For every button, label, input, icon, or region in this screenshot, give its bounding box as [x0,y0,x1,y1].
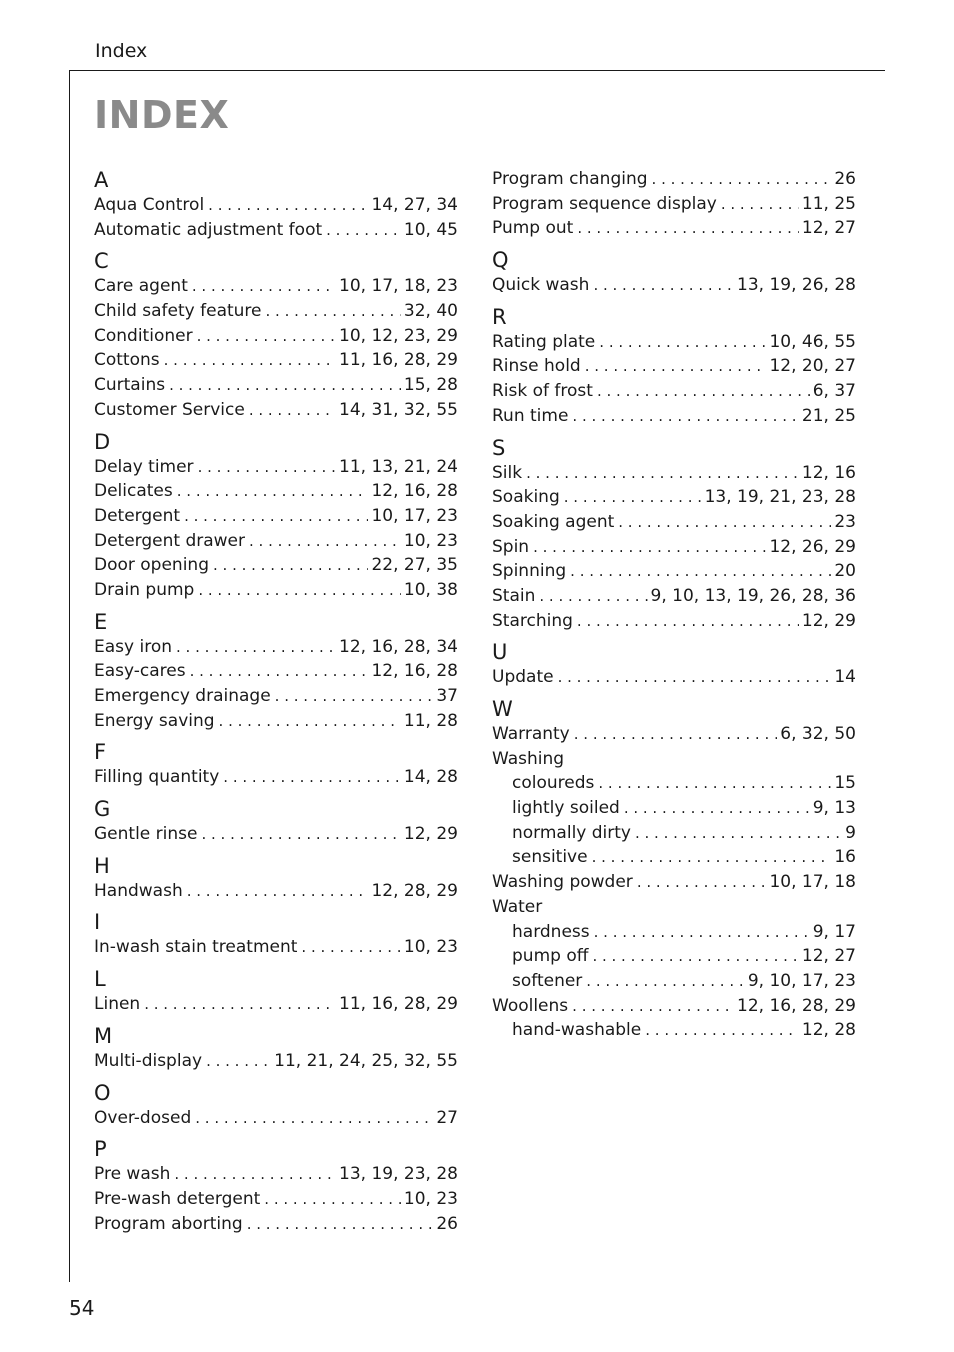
page-title: INDEX [94,93,230,137]
index-page-refs: 12, 28, 29 [371,880,458,901]
index-page-refs: 9 [845,822,856,843]
index-entry [492,273,856,298]
dot-leader [219,709,401,734]
index-term: Gentle rinse [94,824,198,845]
index-term: Detergent drawer [94,530,246,551]
index-page-refs: 11, 16, 28, 29 [339,350,458,371]
index-page-refs: 9, 10, 17, 23 [747,970,856,991]
index-subentry [492,821,856,846]
dot-leader [208,193,368,218]
dot-leader [597,379,810,404]
index-letter-heading: W [492,697,513,721]
index-term: Easy iron [94,636,172,657]
index-term: Warranty [492,724,570,744]
index-page-refs: 14, 27, 34 [371,195,458,215]
index-entry [492,354,856,379]
index-page-refs: 12, 28 [801,1020,856,1041]
index-term: Delay timer [94,456,194,477]
index-page-refs: 10, 12, 23, 29 [339,325,458,346]
index-entry [492,404,856,429]
index-subentry [492,944,856,969]
index-term: Care agent [94,276,188,297]
index-entry [94,529,458,554]
index-letter-heading: R [492,304,507,329]
dot-leader [652,167,832,192]
index-term: softener [512,970,583,991]
index-entry [94,274,458,299]
index-page-refs: 10, 23 [403,937,458,958]
dot-leader [598,771,831,796]
index-entry [492,584,856,609]
index-entry [492,895,856,920]
index-entry [492,559,856,584]
index-page-refs: 32, 40 [403,301,458,322]
index-page-refs: 27 [436,1107,458,1128]
index-letter-heading: U [492,640,508,665]
index-term: coloureds [512,773,595,794]
dot-leader [577,609,799,634]
dot-leader [197,324,336,349]
index-page-refs: 12, 16, 28, 34 [339,636,458,657]
dot-leader [164,348,336,373]
index-entry [94,1212,458,1237]
index-letter-heading: A [94,168,109,192]
index-page-refs: 11, 28 [403,710,458,731]
index-term: Water [492,896,543,917]
dot-leader [301,935,401,960]
dot-leader [570,559,831,584]
index-term: Washing powder [492,872,633,893]
index-page-refs: 21, 25 [801,405,856,426]
index-page-refs: 22, 27, 35 [371,555,458,576]
index-page-refs: 12, 16 [801,462,856,483]
index-letter-heading: G [94,797,111,822]
index-subentry [492,771,856,796]
index-term: Energy saving [94,710,215,731]
running-head: Index [95,40,148,62]
dot-leader [539,584,647,609]
index-page-refs: 15 [834,773,856,794]
index-term: Soaking [492,487,560,508]
index-page-refs: 26 [834,169,856,189]
index-page-refs: 9, 13 [812,798,856,819]
index-term: Pump out [492,218,574,239]
index-letter-heading: D [94,429,111,454]
index-entry [94,635,458,660]
index-page-refs: 11, 13, 21, 24 [339,456,458,477]
dot-leader [558,665,832,690]
index-subentry [492,969,856,994]
index-entry [94,578,458,603]
dot-leader [721,192,799,217]
dot-leader [206,1049,271,1074]
dot-leader [574,722,778,747]
index-page-refs: 12, 27 [801,218,856,239]
index-entry [94,553,458,578]
dot-leader [599,330,766,355]
index-entry [94,992,458,1017]
index-term: Run time [492,405,569,426]
index-term: Automatic adjustment foot [94,219,323,240]
index-entry [94,1049,458,1074]
dot-leader [198,455,336,480]
index-letter-heading: S [492,435,506,460]
index-letter-heading: Q [492,248,509,273]
dot-leader [593,273,734,298]
dot-leader [585,354,767,379]
index-page-refs: 14 [834,667,856,688]
index-entry [94,935,458,960]
dot-leader [637,870,767,895]
index-term: Door opening [94,555,209,576]
index-page-refs: 15, 28 [403,375,458,396]
index-page-refs: 9, 17 [812,921,856,942]
index-term: Filling quantity [94,767,220,788]
index-entry [492,994,856,1019]
index-entry [94,373,458,398]
index-page-refs: 10, 23 [403,1188,458,1209]
index-entry [94,765,458,790]
index-term: Starching [492,610,573,631]
index-entry [492,167,856,192]
index-entry [94,1162,458,1187]
index-page-refs: 10, 17, 18, 23 [339,276,458,297]
index-term: Customer Service [94,399,245,420]
index-term: Quick wash [492,275,590,296]
dot-leader [249,529,401,554]
dot-leader [266,299,401,324]
index-term: Multi-display [94,1050,203,1071]
dot-leader [247,1212,434,1237]
index-entry [492,216,856,241]
index-page-refs: 12, 16, 28 [371,481,458,502]
index-letter-heading: I [94,910,101,935]
index-letter-heading: M [94,1023,113,1048]
index-term: Curtains [94,375,166,396]
index-term: Soaking agent [492,511,615,532]
dot-leader [176,635,336,660]
dot-leader [594,920,810,945]
header-rule [69,70,885,71]
index-term: Pre wash [94,1164,171,1185]
index-entry [492,485,856,510]
index-page-refs: 26 [436,1213,458,1234]
index-entry [492,510,856,535]
index-page-refs: 11, 25 [801,193,856,214]
index-page-refs: 11, 21, 24, 25, 32, 55 [274,1050,458,1071]
index-page-refs: 37 [436,686,458,706]
index-letter-heading: P [94,1137,107,1162]
index-subentry [492,845,856,870]
index-entry [492,665,856,690]
dot-leader [592,944,798,969]
index-entry [492,747,856,772]
index-entry [94,879,458,904]
dot-leader [201,822,400,847]
index-term: Washing [492,748,565,769]
dot-leader [198,578,401,603]
dot-leader [192,274,336,299]
index-term: Detergent [94,505,181,526]
dot-leader [572,404,799,429]
index-page-refs: 10, 46, 55 [769,331,856,352]
index-term: Spinning [492,561,567,582]
index-entry [492,379,856,404]
index-page-refs: 14, 31, 32, 55 [339,399,458,420]
index-entry [94,822,458,847]
margin-rule [69,70,70,1282]
dot-leader [572,994,734,1019]
index-entry [492,330,856,355]
index-letter-heading: F [94,740,107,765]
dot-leader [564,485,702,510]
dot-leader [184,504,368,529]
dot-leader [326,218,401,243]
index-term: Silk [492,462,523,483]
index-page-refs: 12, 16, 28 [371,661,458,682]
index-entry [94,348,458,373]
dot-leader [624,796,810,821]
index-entry [94,324,458,349]
index-term: Over-dosed [94,1107,192,1128]
dot-leader [223,765,401,790]
index-page-refs: 23 [834,511,856,532]
index-entry [492,461,856,486]
index-letter-heading: L [94,967,106,992]
index-page-refs: 13, 19, 23, 28 [339,1164,458,1185]
index-subentry [492,1018,856,1043]
index-column-left [94,167,458,1236]
dot-leader [592,845,832,870]
index-letter-heading: E [94,609,108,634]
index-subentry [492,796,856,821]
index-entry [94,659,458,684]
index-term: Handwash [94,880,183,901]
index-page-refs: 20 [834,561,856,582]
index-term: Aqua Control [94,195,205,215]
index-page-refs: 12, 16, 28, 29 [737,995,856,1016]
dot-leader [195,1106,433,1131]
index-page-refs: 10, 17, 23 [371,505,458,526]
index-term: Spin [492,536,530,557]
index-entry [492,870,856,895]
index-term: Drain pump [94,579,195,600]
index-term: lightly soiled [512,798,620,819]
index-page-refs: 10, 45 [403,219,458,240]
index-term: Easy-cares [94,661,186,682]
index-term: Stain [492,585,536,606]
index-term: Linen [94,994,141,1015]
index-term: sensitive [512,847,588,868]
index-term: Pre-wash detergent [94,1188,261,1209]
index-term: Emergency drainage [94,686,271,706]
index-page-refs: 10, 23 [403,530,458,551]
dot-leader [275,684,434,709]
index-page-refs: 12, 29 [801,610,856,631]
index-letter-heading: O [94,1080,111,1105]
index-term: Update [492,667,554,688]
index-entry [94,193,458,218]
index-column-right [492,167,856,1043]
index-subentry [492,920,856,945]
index-term: hand-washable [512,1020,642,1041]
index-page-refs: 9, 10, 13, 19, 26, 28, 36 [650,585,856,606]
dot-leader [177,479,369,504]
dot-leader [187,879,369,904]
index-entry [94,455,458,480]
dot-leader [645,1018,799,1043]
index-term: Cottons [94,350,160,371]
index-term: Woollens [492,995,569,1016]
page-number: 54 [69,1296,95,1320]
dot-leader [526,461,799,486]
index-term: Risk of frost [492,381,593,402]
index-page-refs: 13, 19, 26, 28 [737,275,856,296]
index-entry [94,709,458,734]
index-term: pump off [512,946,589,967]
dot-leader [190,659,369,684]
dot-leader [249,398,336,423]
index-entry [94,1106,458,1131]
index-page-refs: 12, 29 [403,824,458,845]
index-entry [94,504,458,529]
dot-leader [174,1162,336,1187]
index-term: Child safety feature [94,301,262,322]
index-term: hardness [512,921,590,942]
index-entry [492,722,856,747]
index-page-refs: 12, 27 [801,946,856,967]
dot-leader [577,216,799,241]
index-page-refs: 12, 20, 27 [769,356,856,377]
dot-leader [586,969,745,994]
index-term: normally dirty [512,822,631,843]
index-page-refs: 6, 32, 50 [780,724,856,744]
index-entry [94,684,458,709]
index-page-refs: 13, 19, 21, 23, 28 [704,487,856,508]
index-entry [94,299,458,324]
index-term: Rinse hold [492,356,581,377]
index-term: Program sequence display [492,193,717,214]
index-page-refs: 10, 17, 18 [769,872,856,893]
index-term: Conditioner [94,325,193,346]
index-page-refs: 6, 37 [812,381,856,402]
dot-leader [169,373,401,398]
index-page-refs: 12, 26, 29 [769,536,856,557]
dot-leader [635,821,842,846]
index-entry [492,609,856,634]
index-page-refs: 11, 16, 28, 29 [339,994,458,1015]
index-page-refs: 10, 38 [403,579,458,600]
dot-leader [213,553,368,578]
index-term: Program changing [492,169,648,189]
index-letter-heading: H [94,853,110,878]
dot-leader [264,1187,401,1212]
index-entry [94,479,458,504]
dot-leader [144,992,336,1017]
index-entry [492,192,856,217]
index-letter-heading: C [94,249,109,274]
index-term: Rating plate [492,331,596,352]
index-page-refs: 16 [834,847,856,868]
index-term: In-wash stain treatment [94,937,298,958]
index-term: Delicates [94,481,173,502]
index-page-refs: 14, 28 [403,767,458,788]
index-entry [94,1187,458,1212]
dot-leader [533,535,766,560]
index-entry [94,398,458,423]
index-term: Program aborting [94,1213,243,1234]
index-entry [94,218,458,243]
index-entry [492,535,856,560]
dot-leader [618,510,831,535]
